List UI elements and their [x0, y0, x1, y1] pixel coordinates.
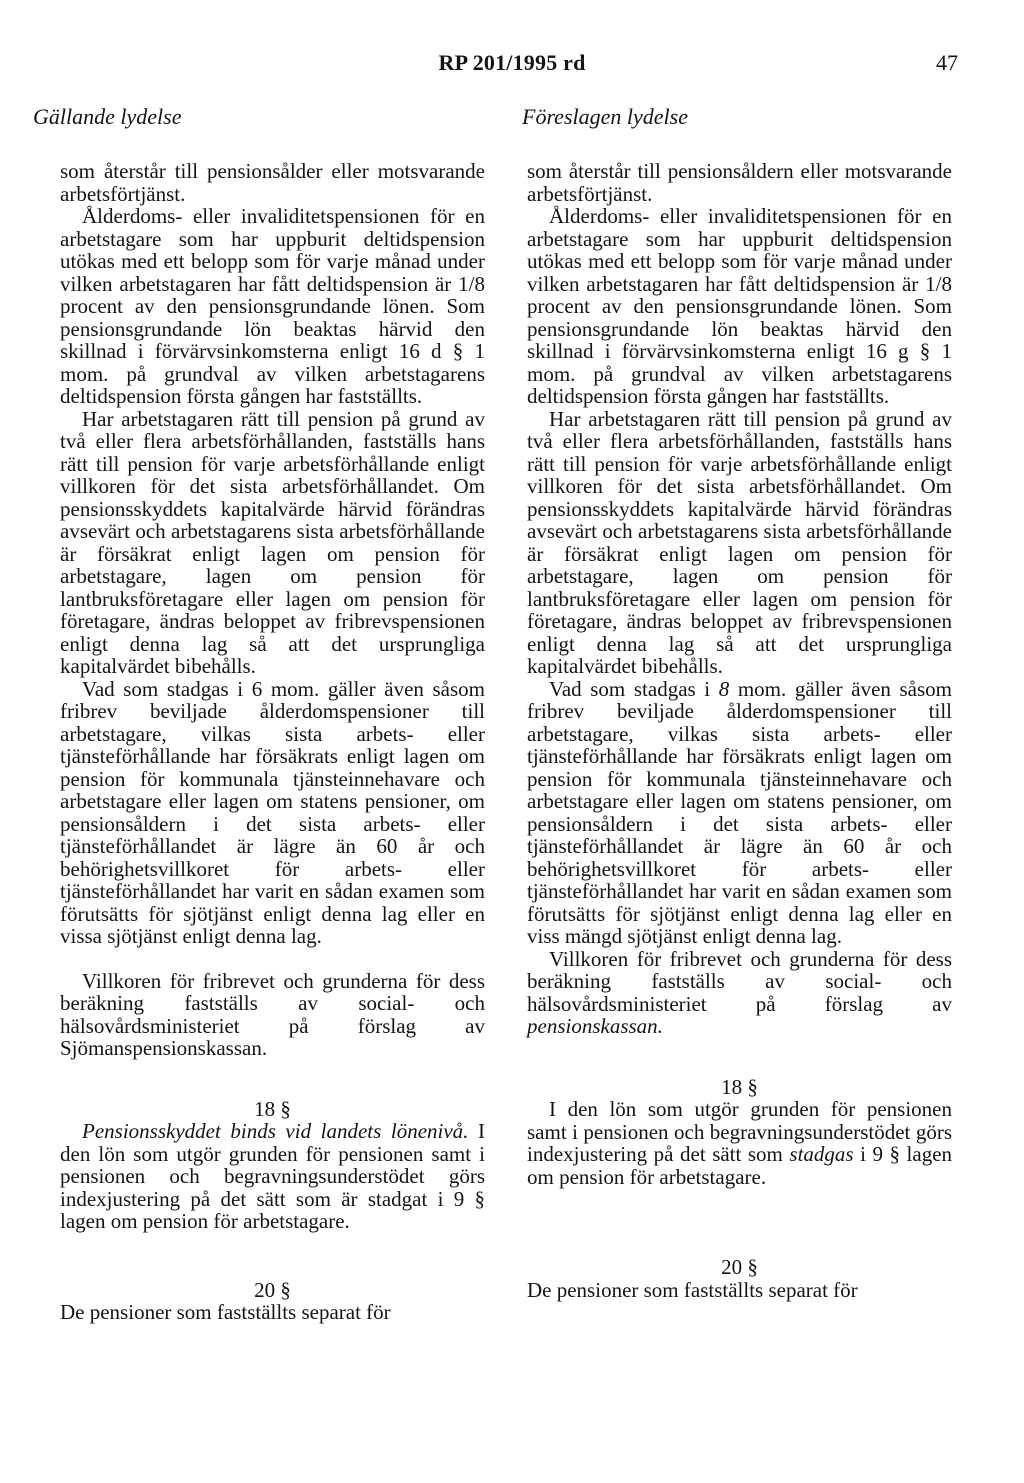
right-column — [527, 160, 952, 1301]
right-paragraph-5-changed: pensionskassan. — [527, 1014, 663, 1038]
right-section-20-label: 20 § — [721, 1255, 758, 1279]
left-paragraph-4: Vad som stadgas i 6 mom. gäller även såsom fribrev beviljade ålderdomspensioner till arbetstagare, vilkas sista arbets- eller tjänsteförhållande har försäkrats enligt lagen om pension för kommunala tjänsteinnehavare och arbetstagare eller lagen om statens pensioner, om pensionsåldern i det sista arbets- eller tjänsteförhållandet är lägre än 60 år och behörighetsvillkoret för arbets- eller tjänsteförhållandet har varit en sådan examen som förutsätts för sjötjänst enligt denna lag eller en vissa sjötjänst enligt denna lag. — [60, 676, 485, 948]
right-paragraph-5 — [527, 948, 952, 1038]
right-paragraph-4-start: Vad som stadgas i — [549, 676, 711, 701]
left-paragraph-2: Ålderdoms- eller invaliditetspensionen för en arbetstagare som har uppburit deltidspension utökas med ett belopp som för varje månad under vilken arbetstagaren har fått deltidspension är 1/8 procent av den pensionsgrundande lönen. Som pensionsgrundande lön beaktas härvid den skillnad i förvärvsinkomsterna enligt 16 d § 1 mom. på grundval av vilken arbetstagarens deltidspension första gången har fastställts. — [60, 204, 485, 408]
right-section-18-start: I den lön som utgör grunden för pensionen samt i pensionen och begravningsunderstödet görs indexjustering på det sätt som — [527, 1097, 952, 1166]
right-column-heading: Föreslagen lydelse — [522, 104, 688, 129]
right-section-18-body — [527, 1098, 952, 1188]
left-section-18-label: 18 § — [254, 1096, 291, 1121]
left-section-18-body — [60, 1120, 485, 1233]
right-paragraph-3: Har arbetstagaren rätt till pension på grund av två eller flera arbetsförhållanden, fastställs hans rätt till pension för varje arbetsförhållande enligt villkoren för det sista arbetsförhållandet. Om pensionsskyddets kapitalvärde härvid förändras avsevärt och arbetstagarens sista arbetsförhållande är försäkrat enligt lagen om pension för arbetstagare, lagen om pension för lantbruksföretagare eller lagen om pension för företagare, ändras beloppet av fribrevspensionen enligt denna lag så att det ursprungliga kapitalvärdet bibehålls. — [527, 406, 952, 678]
right-section-18-changed: stadgas — [789, 1142, 854, 1166]
right-section-18-rest: i 9 § lagen om pension för arbetstagare. — [527, 1142, 953, 1189]
left-section-18-title: Pensionsskyddet binds vid landets lönenivå. — [82, 1119, 469, 1143]
left-section-18-text: I den lön som utgör grunden för pensionen samt i pensionen och begravningsunderstödet görs indexjustering på det sätt som är stadgat i 9 § lagen om pension för arbetstagare. — [60, 1119, 485, 1233]
left-column-heading: Gällande lydelse — [33, 104, 182, 129]
right-paragraph-1: som återstår till pensionsåldern eller motsvarande arbetsförtjänst. — [527, 159, 952, 206]
left-column — [60, 160, 485, 1324]
right-paragraph-4 — [527, 678, 952, 948]
left-section-20-label: 20 § — [254, 1277, 291, 1302]
document-header-title: RP 201/1995 rd — [438, 50, 586, 75]
right-paragraph-4-changed: 8 — [718, 676, 730, 701]
left-paragraph-5: Villkoren för fribrevet och grunderna för dess beräkning fastställs av social- och hälsovårdsministeriet på förslag av Sjömanspensionskassan. — [60, 968, 485, 1060]
right-section-18-label: 18 § — [721, 1074, 758, 1099]
left-section-20-text: De pensioner som fastställts separat för — [60, 1300, 391, 1324]
page-number: 47 — [936, 50, 958, 75]
right-section-20-text: De pensioner som fastställts separat för — [527, 1277, 858, 1302]
right-paragraph-4-rest: mom. gäller även såsom fribrev beviljade ålderdomspensioner till arbetstagare, vilkas sista arbets- eller tjänsteförhållande har försäkrats enligt lagen om pension för kommunala tjänsteinnehavare och arbetstagare eller lagen om statens pensioner, om pensionsåldern i det sista arbets- eller tjänsteförhållandet är lägre än 60 år och behörighetsvillkoret för arbets- eller tjänsteförhållandet har varit en sådan examen som förutsätts för sjötjänst enligt denna lag eller en viss mängd sjötjänst enligt denna lag. — [527, 676, 953, 948]
left-paragraph-1: som återstår till pensionsålder eller motsvarande arbetsförtjänst. — [60, 159, 485, 206]
right-paragraph-2: Ålderdoms- eller invaliditetspensionen för en arbetstagare som har uppburit deltidspension utökas med ett belopp som för varje månad under vilken arbetstagaren har fått deltidspension är 1/8 procent av den pensionsgrundande lönen. Som pensionsgrundande lön beaktas härvid den skillnad i förvärvsinkomsterna enligt 16 g § 1 mom. på grundval av vilken arbetstagarens deltidspension första gången har fastställts. — [527, 204, 952, 408]
left-paragraph-3: Har arbetstagaren rätt till pension på grund av två eller flera arbetsförhållanden, fastställs hans rätt till pension för varje arbetsförhållande enligt villkoren för det sista arbetsförhållandet. Om pensionsskyddets kapitalvärde härvid förändras avsevärt och arbetstagarens sista arbetsförhållande är försäkrat enligt lagen om pension för arbetstagare, lagen om pension för lantbruksföretagare eller lagen om pension för företagare, ändras beloppet av fribrevspensionen enligt denna lag så att det ursprungliga kapitalvärdet bibehålls. — [60, 406, 485, 678]
right-paragraph-5-start: Villkoren för fribrevet och grunderna för dess beräkning fastställs av social- och hälsovårdsministeriet på förslag av — [527, 946, 952, 1016]
